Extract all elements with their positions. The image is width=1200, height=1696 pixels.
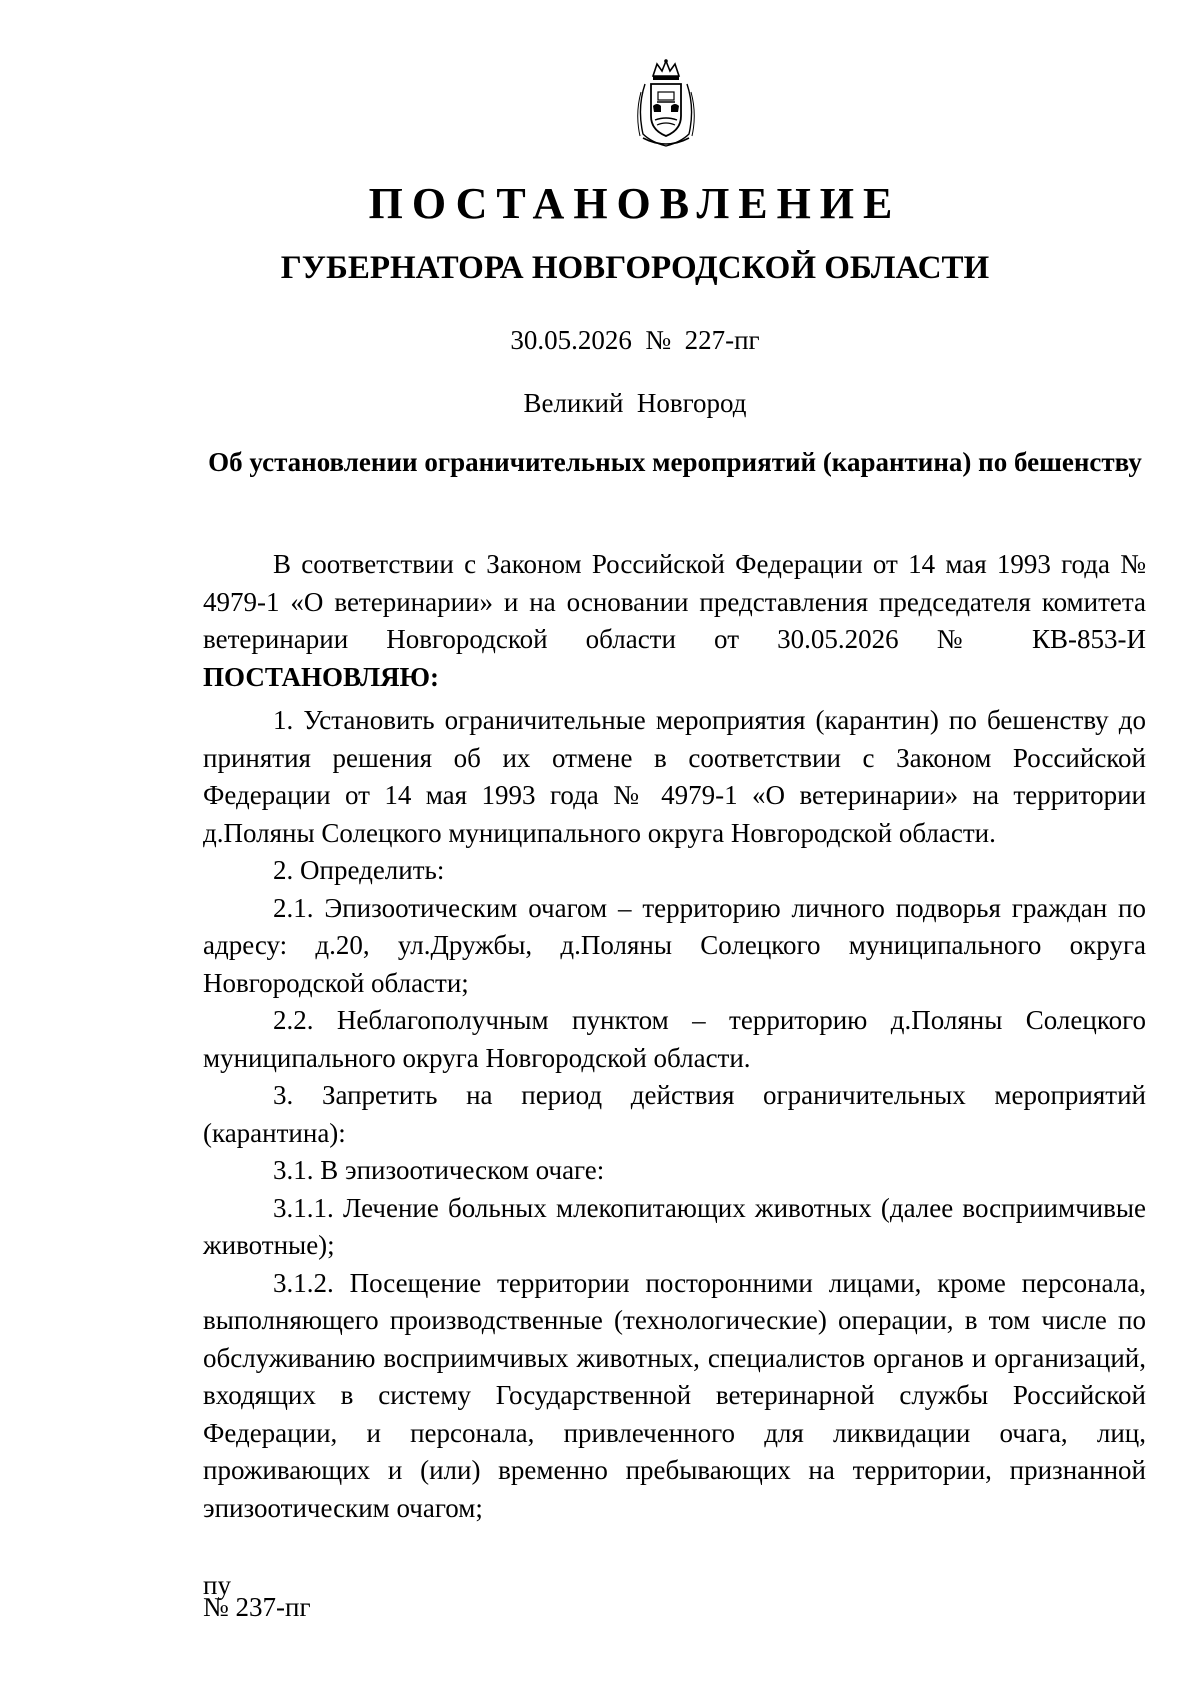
footer-line-2: № 237-пг bbox=[203, 1592, 311, 1622]
paragraph-3-1-1: 3.1.1. Лечение больных млекопитающих животных (далее восприимчивые животные); bbox=[203, 1192, 1146, 1260]
preamble-paragraph bbox=[203, 546, 1146, 696]
city-name: Великий Новгород bbox=[523, 388, 747, 418]
document-body bbox=[203, 546, 1146, 1527]
resolve-word: ПОСТАНОВЛЯЮ: bbox=[203, 661, 439, 692]
issuer-heading: ГУБЕРНАТОРА НОВГОРОДСКОЙ ОБЛАСТИ bbox=[280, 250, 990, 286]
footer-registration bbox=[203, 1570, 311, 1622]
novgorod-coat-of-arms-icon bbox=[631, 58, 701, 150]
paragraph-2-2: 2.2. Неблагополучным пунктом – территорию д.Поляны Солецкого муниципального округа Новгородской области. bbox=[203, 1005, 1146, 1073]
date-and-number: 30.05.2026 № 227-пг bbox=[510, 325, 760, 355]
paragraph-3: 3. Запретить на период действия ограничительных мероприятий (карантина): bbox=[203, 1080, 1146, 1148]
paragraph-2: 2. Определить: bbox=[273, 855, 445, 885]
paragraph-2-1: 2.1. Эпизоотическим очагом – территорию личного подворья граждан по адресу: д.20, ул.Дружбы, д.Поляны Солецкого муниципального округа Новгородской области; bbox=[203, 892, 1146, 998]
paragraph-3-1-2: 3.1.2. Посещение территории посторонними лицами, кроме персонала, выполняющего производственные (технологические) операции, в том числе по обслуживанию восприимчивых животных, специалистов органов и организаций, входящих в систему Государственной ветеринарной службы Российской Федерации, и персонала, привлеченного для ликвидации очага, лиц, проживающих и (или) временно пребывающих на территории, признанной эпизоотическим очагом; bbox=[203, 1267, 1146, 1523]
preamble-text: В соответствии с Законом Российской Федерации от 14 мая 1993 года № 4979-1 «О ветеринарии» и на основании представления председателя комитета ветеринарии Новгородской области от 30.05.2026 № КВ-853-И bbox=[203, 549, 1146, 654]
paragraph-3-1: 3.1. В эпизоотическом очаге: bbox=[273, 1155, 605, 1185]
document-type-heading: ПОСТАНОВЛЕНИЕ bbox=[368, 179, 902, 228]
document-title: Об установлении ограничительных мероприятий (карантина) по бешенству bbox=[208, 447, 1142, 477]
footer-line-1: пу bbox=[203, 1570, 231, 1600]
paragraph-1: 1. Установить ограничительные мероприятия (карантин) по бешенству до принятия решения об их отмене в соответствии с Законом Российской Федерации от 14 мая 1993 года № 4979-1 «О ветеринарии» на территории д.Поляны Солецкого муниципального округа Новгородской области. bbox=[203, 705, 1146, 848]
